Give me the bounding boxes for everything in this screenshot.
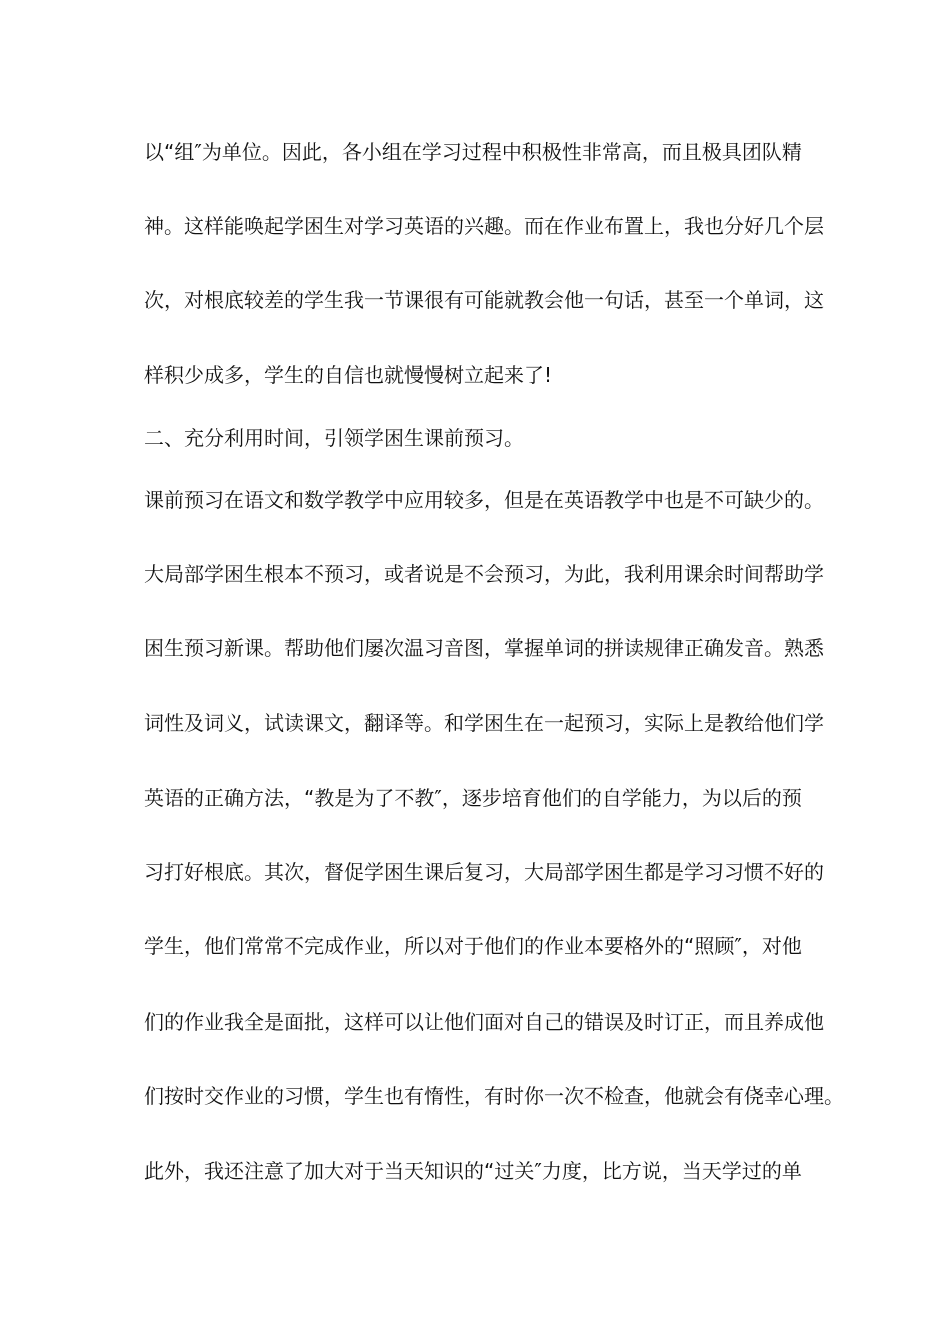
text-line: 们的作业我全是面批，这样可以让他们面对自己的错误及时订正，而且养成他	[144, 1010, 824, 1034]
text-line: 们按时交作业的习惯，学生也有惰性，有时你一次不检查，他就会有侥幸心理。	[144, 1084, 844, 1108]
text-line: 习打好根底。其次，督促学困生课后复习，大局部学困生都是学习习惯不好的	[144, 860, 824, 884]
text-line: 样积少成多，学生的自信也就慢慢树立起来了!	[144, 363, 553, 387]
text-line: 课前预习在语文和数学教学中应用较多，但是在英语教学中也是不可缺少的。	[144, 488, 824, 512]
text-line: 以“组″为单位。因此，各小组在学习过程中积极性非常高，而且极具团队精	[144, 140, 802, 164]
text-line: 次，对根底较差的学生我一节课很有可能就教会他一句话，甚至一个单词，这	[144, 288, 824, 312]
text-line: 学生，他们常常不完成作业，所以对于他们的作业本要格外的“照顾″，对他	[144, 934, 802, 958]
section-heading: 二、充分利用时间，引领学困生课前预习。	[144, 426, 524, 450]
text-line: 神。这样能唤起学困生对学习英语的兴趣。而在作业布置上，我也分好几个层	[144, 214, 824, 238]
text-line: 困生预习新课。帮助他们屡次温习音图，掌握单词的拼读规律正确发音。熟悉	[144, 636, 824, 660]
text-line: 词性及词义，试读课文，翻译等。和学困生在一起预习，实际上是教给他们学	[144, 711, 824, 735]
text-line: 英语的正确方法，“教是为了不教″，逐步培育他们的自学能力，为以后的预	[144, 786, 802, 810]
text-line: 此外，我还注意了加大对于当天知识的“过关″力度，比方说，当天学过的单	[144, 1159, 802, 1183]
text-line: 大局部学困生根本不预习，或者说是不会预习，为此，我利用课余时间帮助学	[144, 562, 824, 586]
